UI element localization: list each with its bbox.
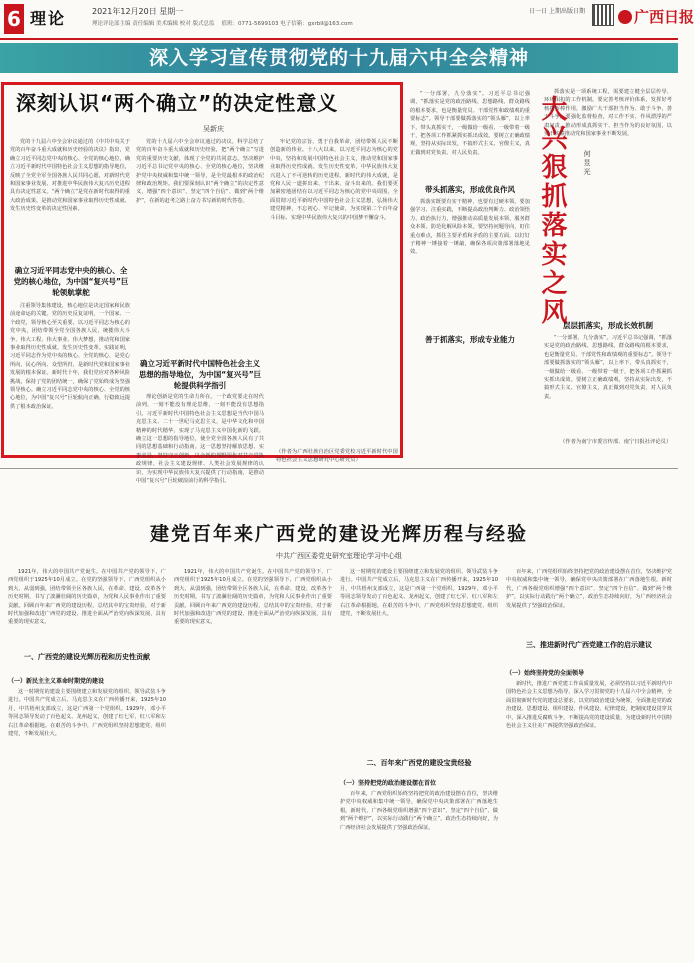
commentary-right-top-text: 抓落实是一项系统工程，需要建立健全层层传导、环环相扣的工作机制。要完善考核评价体系，发挥好考核指挥棒作用，激励广大干部担当作为、敢于斗争、善于斗争。要强化监督检查，对工作不实、作风漂浮的严肃问责，推动形成真抓实干、担当作为的良好氛围，以实干实绩推动党和国家事业不断发展。 (544, 89, 672, 138)
history-part-1-text: 这一时期党的建设主要围绕建立和发展党的组织、领导武装斗争进行。中国共产党成立后，马克思主义在广西传播开来，1925年10月，中共梧州支部成立，这是广西第一个党组织。1929年，邓小平等同志领导发动了百色起义、龙州起义，创建了红七军、红八军和左右江革命根据地。在艰苦的斗争中，广西党组织坚持思想建党、组织建党，不断发展壮大。 (8, 689, 166, 738)
history-part-3-head: 三、推进新时代广西党建工作的启示建议 (526, 641, 652, 649)
commentary-author: 何昱光 (583, 150, 591, 177)
commentary-title: 大兴狠抓落实之风 (537, 95, 567, 327)
feature-section-2 (136, 393, 264, 485)
feature-title: 深刻认识“两个确立”的决定性意义 (16, 91, 339, 115)
history-part-3-sub: （一）始终坚持党的全面领导 (506, 670, 585, 677)
commentary-intro (410, 90, 530, 180)
history-column-3 (340, 568, 498, 748)
banner-text: 深入学习宣传贯彻党的十九届六中全会精神 (148, 47, 529, 69)
history-column-2-text: 1921年，伟大的中国共产党诞生。在中国共产党的领导下，广西党组织于1925年10月成立。在党的坚强领导下，广西党组织从小到大、从弱到强，团结带领全区各族人民，在革命、建设、改革各个历史时期，书写了波澜壮阔的历史篇章，为党和人民事业作出了重要贡献。回顾百年来广西党的建设历程，总结其中的宝贵经验，对于新时代加强和改进广西党的建设、推进全面从严治党向纵深发展，具有重要的现实意义。 (174, 569, 332, 626)
section-divider (0, 468, 678, 469)
history-part-2-sub: （一）坚持把党的政治建设摆在首位 (340, 780, 437, 787)
page-number: 6 (4, 4, 24, 34)
commentary-right-top (544, 88, 672, 313)
history-author: 中共广西区委党史研究室理论学习中心组 (276, 552, 402, 560)
history-part-1-sub: （一）新民主主义革命时期党的建设 (8, 678, 105, 685)
editors-line (92, 19, 353, 27)
qr-code-icon (592, 4, 614, 26)
issue-date: 2021年12月20日 星期一 (92, 7, 184, 16)
history-column-2 (174, 568, 332, 958)
feature-author: 吴新庆 (203, 125, 224, 133)
logo-text: 广西日报 (634, 8, 694, 26)
commentary-footnote: （作者为南宁市委宣传部、南宁日报社评论员） (560, 439, 672, 445)
masthead (0, 0, 694, 40)
feature-intro (10, 138, 130, 258)
feature-section-2-text: 理论创新是党的生命力所在。一个政党要走在时代前列，一刻不能没有理论思维，一刻不能没有思想指引。习近平新时代中国特色社会主义思想是当代中国马克思主义、二十一世纪马克思主义，是中华文化和中国精神的时代精华，实现了马克思主义中国化新的飞跃。确立这一思想的指导地位，使全党全国各族人民有了共同的思想基础和行动指南。这一思想坚持解放思想、实事求是，坚持守正创新，以全新的视野深化对共产党执政规律、社会主义建设规律、人类社会发展规律的认识，为实现中华民族伟大复兴提供了行动指南，是推动中国“复兴号”巨轮破浪前行的科学指引。 (136, 394, 264, 485)
editors-text: 理论评论部主编 责任编辑 美术编辑 校对 版式总监 (92, 21, 215, 27)
history-part-3 (506, 680, 672, 958)
feature-middle (136, 138, 264, 353)
masthead-rule (0, 38, 678, 40)
newspaper-logo (618, 6, 694, 28)
history-part-2-head: 二、百年来广西党的建设宝贵经验 (366, 759, 472, 767)
commentary-intro-text: “一分部署，九分落实”。习近平总书记强调，“抓落实是党的政治路线、思想路线、群众路线的根本要求，也是衡量党员、干部党性和政绩观的重要标志”。领导干部要做抓落实的“领头雁”，以上率下，带头真抓实干，一级做给一级看、一级带着一级干，把各项工作抓紧抓实抓出成效。要树立正确政绩观，坚持从实际出发，不搞形式主义、官僚主义，真正做到对党负责、对人民负责。 (410, 91, 530, 156)
history-part-3-text: 新时代，推进广西党建工作高质量发展，必须坚持以习近平新时代中国特色社会主义思想为指导，深入学习贯彻党的十九届六中全会精神，全面贯彻新时代党的建设总要求，以党的政治建设为统领，全面推进党的政治建设、思想建设、组织建设、作风建设、纪律建设，把制度建设贯穿其中，深入推进反腐败斗争，不断提高党的建设质量，为建设新时代中国特色社会主义壮美广西提供坚强政治保证。 (506, 681, 673, 730)
history-title: 建党百年来广西党的建设光辉历程与经验 (149, 523, 528, 545)
commentary-right-bottom-text: “一分部署，九分落实”。习近平总书记强调，“抓落实是党的政治路线、思想路线、群众路线的根本要求，也是衡量党员、干部党性和政绩观的重要标志”。领导干部要做抓落实的“领头雁”，以上率下，带头真抓实干，一级做给一级看、一级带着一级干，把各项工作抓紧抓实抓出成效。要树立正确政绩观，坚持从实际出发，不搞形式主义、官僚主义，真正做到对党负责、对人民负责。 (544, 335, 672, 400)
history-part-1 (8, 688, 166, 958)
logo-mark-icon (618, 10, 632, 24)
history-part-2 (340, 790, 498, 958)
feature-right-text: 牢记党的宗旨，勇于自我革命，团结带领人民不断创造新的伟业。十八大以来，以习近平同志为核心的党中央，坚持和发展中国特色社会主义，推动党和国家事业取得历史性成就、发生历史性变革，中华民族伟大复兴进入了不可逆转的历史进程。新时代的伟大成就，是党和人民一道拼出来、干出来、奋斗出来的。我们要更加紧密地团结在以习近平同志为核心的党中央周围，全面贯彻习近平新时代中国特色社会主义思想，弘扬伟大建党精神，不忘初心、牢记使命，为实现第二个百年奋斗目标、实现中华民族伟大复兴的中国梦不懈奋斗。 (270, 139, 398, 221)
commentary-subhead-2: 善于抓落实，形成专业能力 (425, 335, 515, 344)
history-intro-text: 1921年，伟大的中国共产党诞生。在中国共产党的领导下，广西党组织于1925年10月成立。在党的坚强领导下，广西党组织从小到大、从弱到强，团结带领全区各族人民，在革命、建设、改革各个历史时期，书写了波澜壮阔的历史篇章，为党和人民事业作出了重要贡献。回顾百年来广西党的建设历程，总结其中的宝贵经验，对于新时代加强和改进广西党的建设、推进全面从严治党向纵深发展，具有重要的现实意义。 (8, 569, 166, 626)
feature-right (270, 138, 398, 448)
commentary-subhead-1: 带头抓落实，形成优良作风 (425, 185, 515, 194)
feature-section-1-text: 注重领导集体建设，核心地位是决定国家和民族前途命运的关键。党的历史反复证明，一个国家、一个政党，领导核心至关重要。以习近平同志为核心的党中央，团结带领全党全国各族人民，统揽伟大斗争、伟大工程、伟大事业、伟大梦想，推动党和国家事业取得历史性成就、发生历史性变革。实践证明，习近平同志作为党中央的核心、全党的核心，是党心所向、民心所向、众望所归，是新时代党和国家事业发展的根本保证。新时代十年，我们党应对各种风险挑战，保持了党的团结统一，确保了党始终成为坚强领导核心。确立习近平同志党中央的核心、全党的核心地位，为中国“复兴号”巨轮航向正确、行稳致远提供了根本政治保证。 (10, 303, 130, 410)
feature-section-1 (10, 302, 130, 452)
feature-footnote: （作者为广西壮族自治区党委党校习近平新时代中国特色社会主义思想研究中心研究员） (276, 449, 398, 463)
section-title: 理论 (30, 9, 67, 28)
feature-intro-text: 党的十九届六中全会审议通过的《中共中央关于党的百年奋斗重大成就和历史经验的决议》指出，党确立习近平同志党中央的核心、全党的核心地位，确立习近平新时代中国特色社会主义思想的指导地位，反映了全党全军全国各族人民共同心愿，对新时代党和国家事业发展、对推进中华民族伟大复兴历史进程具有决定性意义。“两个确立”是党在新时代取得的重大政治成果，是推动党和国家事业取得历史性成就、发生历史性变革的决定性因素。 (10, 139, 130, 213)
commentary-subhead-3: 层层抓落实，形成长效机制 (563, 321, 653, 330)
history-intro (8, 568, 166, 650)
commentary-section-1-text: 抓落实既要有实干精神，也要有过硬本领。要加强学习、注重实践，不断提高政治判断力、政治领悟力、政治执行力，增强推动高质量发展本领、服务群众本领、防范化解风险本领。要坚持问题导向，盯住重点难点，抓住主要矛盾和矛盾的主要方面，以钉钉子精神一锤接着一锤敲，确保各项决策部署落地见效。 (410, 199, 530, 256)
commentary-right-bottom (544, 334, 672, 434)
history-column-3-text: 这一时期党的建设主要围绕建立和发展党的组织、领导武装斗争进行。中国共产党成立后，马克思主义在广西传播开来，1925年10月，中共梧州支部成立，这是广西第一个党组织。1929年，邓小平等同志领导发动了百色起义、龙州起义，创建了红七军、红八军和左右江革命根据地。在艰苦的斗争中，广西党组织坚持思想建党、组织建党，不断发展壮大。 (340, 569, 498, 618)
feature-subhead-2: 确立习近平新时代中国特色社会主义思想的指导地位，为中国“复兴号”巨轮提供科学指引 (138, 359, 262, 390)
history-part-1-head: 一、广西党的建设光辉历程和历史性贡献 (24, 653, 150, 661)
commentary-section-1 (410, 198, 530, 408)
feature-middle-text: 党的十九届六中全会审议通过的决议，科学总结了党的百年奋斗重大成就和历史经验，把“两个确立”写进党的重要历史文献，体现了全党的共同意志。坚决维护习近平总书记党中央的核心、全党的核心地位，坚决维护党中央权威和集中统一领导，是全党最根本的政治纪律和政治规矩。我们要深刻认识“两个确立”的决定性意义，增强“四个意识”、坚定“四个自信”、做到“两个维护”，在新的赶考之路上奋力书写新的时代答卷。 (136, 139, 264, 204)
edition-info: 日一日 上期出版日期 (529, 8, 585, 15)
contact-text: 值班：0771-5699103 电子信箱：gxrbll@163.com (221, 21, 353, 27)
feature-subhead-1: 确立习近平同志党中央的核心、全党的核心地位，为中国“复兴号”巨轮领航掌舵 (13, 266, 129, 297)
history-column-4-text: 百年来，广西党组织始终坚持把党的政治建设摆在首位，坚决维护党中央权威和集中统一领导，确保党中央决策部署在广西落地生根。新时代，广西各级党组织增强“四个意识”、坚定“四个自信”、做到“两个维护”，以实际行动践行“两个确立”，政治生态持续向好，为广西经济社会发展提供了坚强政治保证。 (506, 569, 672, 609)
history-column-4 (506, 568, 672, 633)
topic-banner (0, 43, 678, 73)
history-part-2-text: 百年来，广西党组织始终坚持把党的政治建设摆在首位，坚决维护党中央权威和集中统一领导，确保党中央决策部署在广西落地生根。新时代，广西各级党组织增强“四个意识”、坚定“四个自信”、做到“两个维护”，以实际行动践行“两个确立”，政治生态持续向好，为广西经济社会发展提供了坚强政治保证。 (340, 791, 498, 831)
